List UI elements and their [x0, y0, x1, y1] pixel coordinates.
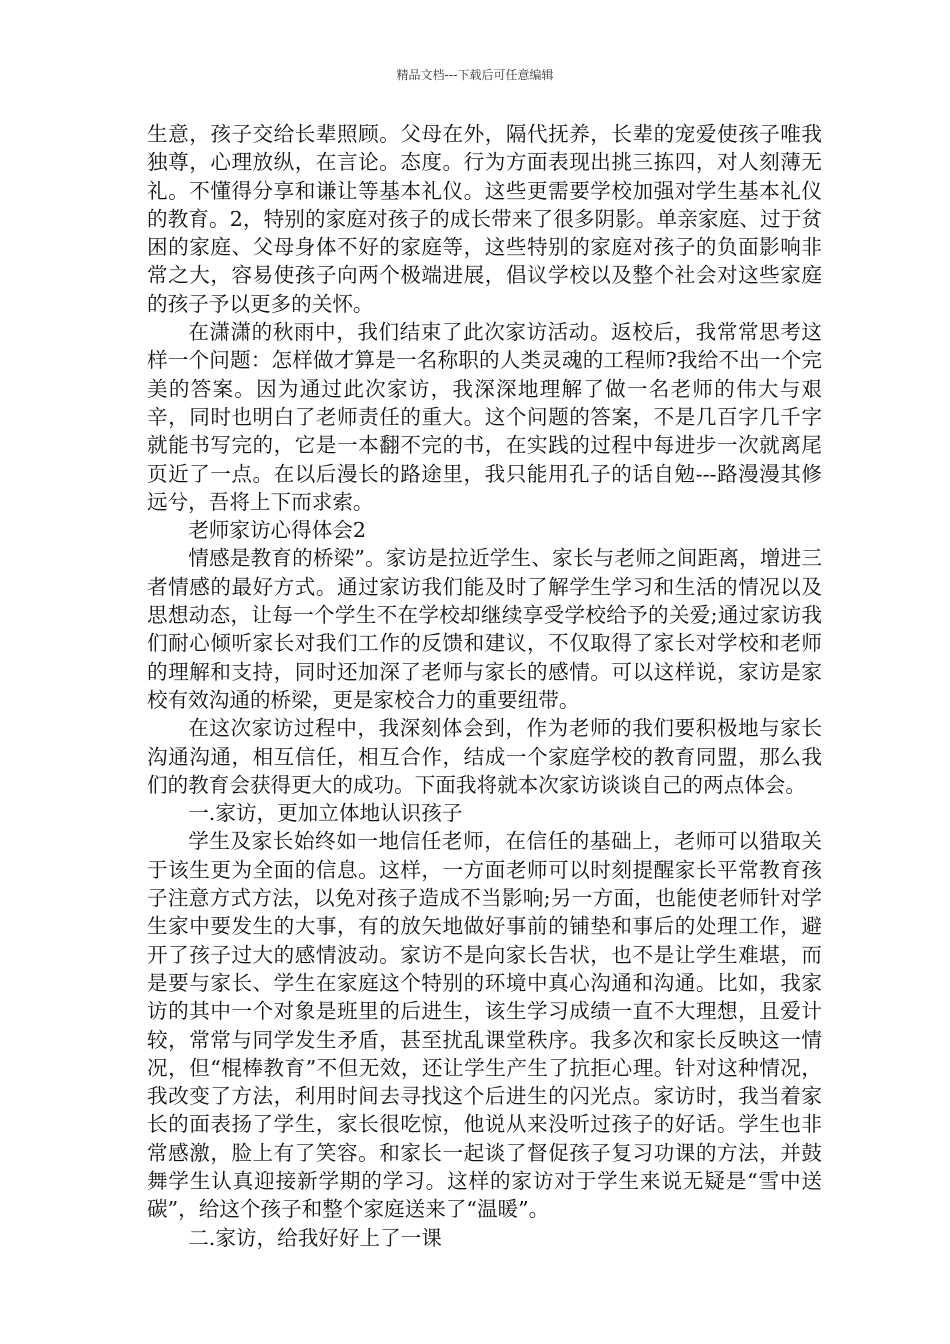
section-heading: 二.家访，给我好好上了一课: [188, 1225, 442, 1250]
page-header: 精品文档---下载后可任意编辑: [396, 68, 554, 82]
document-body: [147, 120, 822, 1252]
paragraph: 在潇潇的秋雨中，我们结束了此次家访活动。返校后，我常常思考这样一个问题：怎样做才算是一名称职的人类灵魂的工程师?我给不出一个完美的答案。因为通过此次家访，我深深地理解了做一名老师的伟大与艰辛，同时也明白了老师责任的重大。这个问题的答案，不是几百字几千字就能书写完的，它是一本翻不完的书，在实践的过程中每进步一次就离尾页近了一点。在以后漫长的路途里，我只能用孔子的话自勉---路漫漫其修远兮，吾将上下而求索。: [147, 320, 822, 514]
paragraph: 生意，孩子交给长辈照顾。父母在外，隔代抚养，长辈的宠爱使孩子唯我独尊，心理放纵，在言论。态度。行为方面表现出挑三拣四，对人刻薄无礼。不懂得分享和谦让等基本礼仪。这些更需要学校加强对学生基本礼仪的教育。2，特别的家庭对孩子的成长带来了很多阴影。单亲家庭、过于贫困的家庭、父母身体不好的家庭等，这些特别的家庭对孩子的负面影响非常之大，容易使孩子向两个极端进展，倡议学校以及整个社会对这些家庭的孩子予以更多的关怀。: [147, 122, 822, 316]
paragraph: 在这次家访过程中，我深刻体会到，作为老师的我们要积极地与家长沟通沟通，相互信任，相互合作，结成一个家庭学校的教育同盟，那么我们的教育会获得更大的成功。下面我将就本次家访谈谈自己的两点体会。: [147, 716, 822, 797]
paragraph: 学生及家长始终如一地信任老师，在信任的基础上，老师可以猎取关于该生更为全面的信息。这样，一方面老师可以时刻提醒家长平常教育孩子注意方式方法，以免对孩子造成不当影响;另一方面，也能使老师针对学生家中要发生的大事，有的放矢地做好事前的铺垫和事后的处理工作，避开了孩子过大的感情波动。家访不是向家长告状，也不是让学生难堪，而是要与家长、学生在家庭这个特别的环境中真心沟通和沟通。比如，我家访的其中一个对象是班里的后进生，该生学习成绩一直不大理想，且爱计较，常常与同学发生矛盾，甚至扰乱课堂秩序。我多次和家长反映这一情况，但“棍棒教育”不但无效，还让学生产生了抗拒心理。针对这种情况，我改变了方法，利用时间去寻找这个后进生的闪光点。家访时，我当着家长的面表扬了学生，家长很吃惊，他说从来没听过孩子的好话。学生也非常感激，脸上有了笑容。和家长一起谈了督促孩子复习功课的方法，并鼓舞学生认真迎接新学期的学习。这样的家访对于学生来说无疑是“雪中送碳”，给这个孩子和整个家庭送来了“温暖”。: [147, 829, 822, 1222]
paragraph: 情感是教育的桥梁”。家访是拉近学生、家长与老师之间距离，增进三者情感的最好方式。通过家访我们能及时了解学生学习和生活的情况以及思想动态，让每一个学生不在学校却继续享受学校给予的关爱;通过家访我们耐心倾听家长对我们工作的反馈和建议，不仅取得了家长对学校和老师的理解和支持，同时还加深了老师与家长的感情。可以这样说，家访是家校有效沟通的桥梁，更是家校合力的重要纽带。: [147, 546, 822, 712]
section-heading: 老师家访心得体会2: [188, 518, 367, 543]
section-heading: 一.家访，更加立体地认识孩子: [188, 801, 463, 826]
